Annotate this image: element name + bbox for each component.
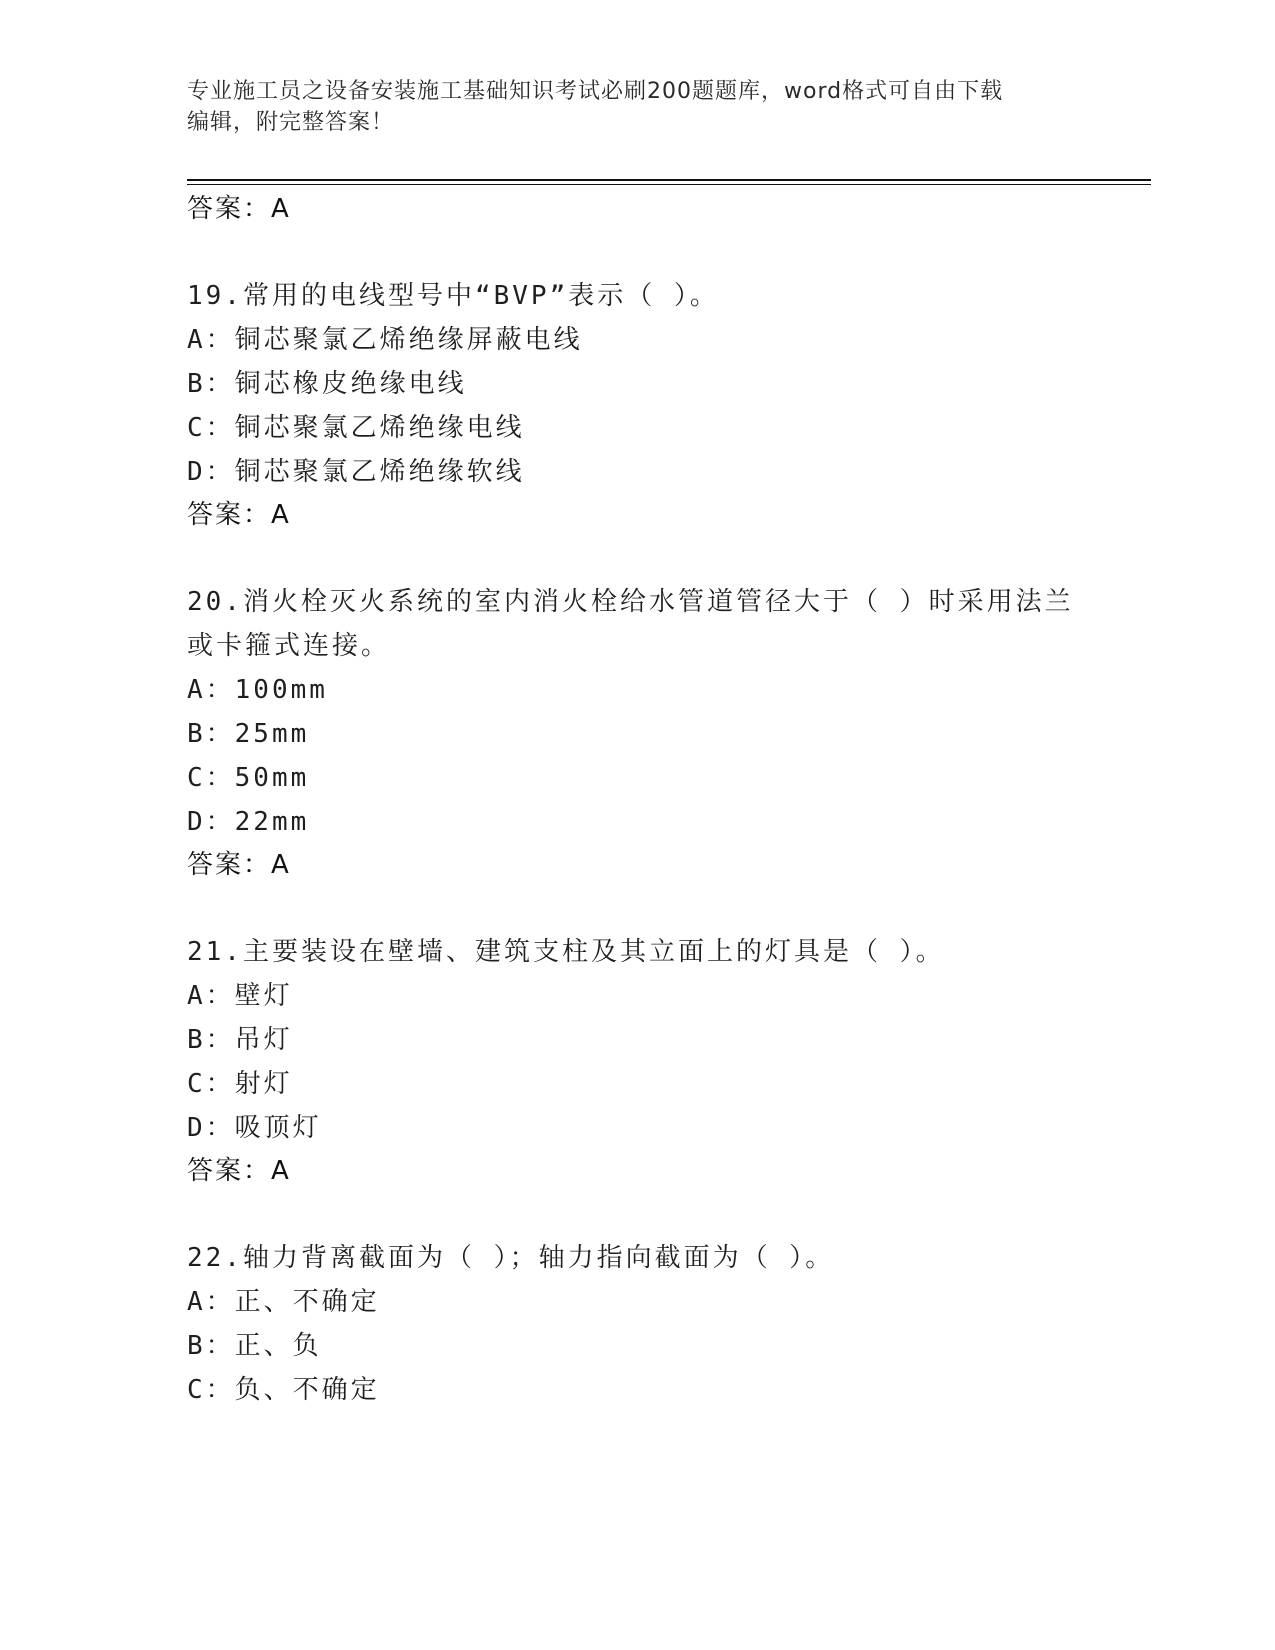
question-21-option-a: A：壁灯 bbox=[187, 981, 293, 1011]
question-19-option-c: C：铜芯聚氯乙烯绝缘电线 bbox=[187, 413, 525, 443]
header-line-1: 专业施工员之设备安装施工基础知识考试必刷200题题库，word格式可自由下载 bbox=[187, 79, 1004, 104]
question-19-answer: 答案：A bbox=[187, 500, 291, 530]
document-header bbox=[187, 76, 1087, 138]
question-22-option-a: A：正、不确定 bbox=[187, 1287, 380, 1317]
question-19-option-d: D：铜芯聚氯乙烯绝缘软线 bbox=[187, 457, 525, 487]
question-21-stem: 21.主要装设在壁墙、建筑支柱及其立面上的灯具是（ ）。 bbox=[187, 937, 945, 967]
question-20-option-d: D：22mm bbox=[187, 807, 310, 837]
question-20-option-c: C：50mm bbox=[187, 763, 310, 793]
question-20-answer: 答案：A bbox=[187, 850, 291, 880]
previous-answer: 答案：A bbox=[187, 194, 291, 224]
question-20-option-b: B：25mm bbox=[187, 719, 310, 749]
question-20-option-a: A：100mm bbox=[187, 675, 328, 705]
header-line-2: 编辑，附完整答案！ bbox=[187, 110, 395, 135]
header-divider-thick bbox=[187, 179, 1151, 181]
question-22-stem: 22.轴力背离截面为（ ）；轴力指向截面为（ ）。 bbox=[187, 1243, 835, 1273]
question-22-option-c: C：负、不确定 bbox=[187, 1375, 380, 1405]
question-19-option-a: A：铜芯聚氯乙烯绝缘屏蔽电线 bbox=[187, 325, 583, 355]
question-22-option-b: B：正、负 bbox=[187, 1331, 322, 1361]
question-19-option-b: B：铜芯橡皮绝缘电线 bbox=[187, 369, 467, 399]
question-20-stem-line-2: 或卡箍式连接。 bbox=[187, 631, 391, 661]
question-21-option-c: C：射灯 bbox=[187, 1069, 293, 1099]
header-divider-thin bbox=[187, 184, 1151, 185]
question-21-answer: 答案：A bbox=[187, 1156, 291, 1186]
question-19-stem: 19.常用的电线型号中“BVP”表示（ ）。 bbox=[187, 281, 719, 311]
question-20-stem-line-1: 20.消火栓灭火系统的室内消火栓给水管道管径大于（ ）时采用法兰 bbox=[187, 587, 1074, 617]
question-21-option-b: B：吊灯 bbox=[187, 1025, 293, 1055]
question-21-option-d: D：吸顶灯 bbox=[187, 1113, 322, 1143]
